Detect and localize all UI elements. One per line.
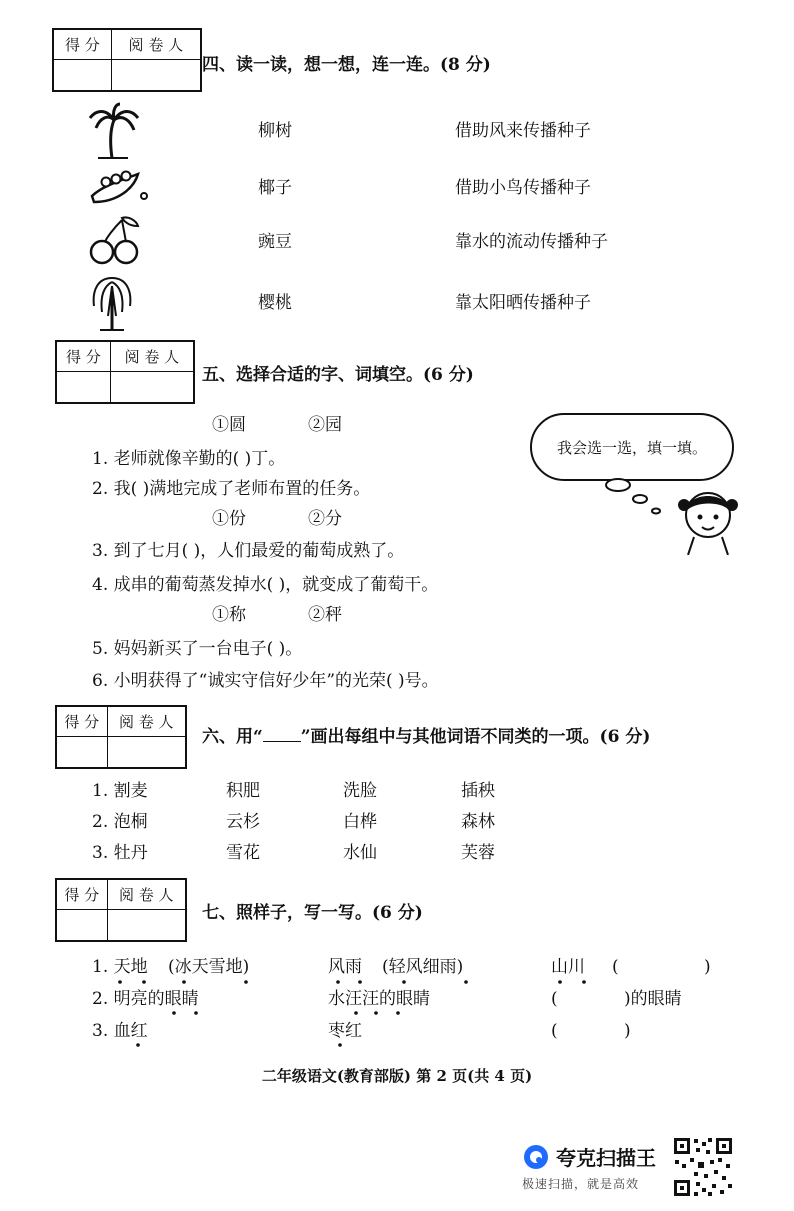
score-box-4 bbox=[52, 28, 202, 92]
s7-r2-open-paren: ( bbox=[551, 989, 558, 1009]
s7-r2-sample: 水汪汪的眼睛 bbox=[328, 989, 430, 1009]
plant-4: 樱桃 bbox=[258, 293, 292, 313]
section7-title: 七、照样子，写一写。(6 分) bbox=[202, 903, 423, 923]
s6-r2-c2[interactable]: 云杉 bbox=[226, 812, 260, 832]
method-3: 靠水的流动传播种子 bbox=[455, 232, 608, 252]
s7-r1-open-paren: ( bbox=[612, 957, 619, 977]
willow-tree-icon bbox=[88, 272, 136, 332]
qr-code-icon[interactable] bbox=[672, 1136, 734, 1198]
s6-r3-c2[interactable]: 雪花 bbox=[226, 843, 260, 863]
s7-r3-example: 3. 血红 bbox=[92, 1021, 148, 1041]
plant-2: 椰子 bbox=[258, 178, 292, 198]
question-5-5: 5. 妈妈新买了一台电子( )。 bbox=[92, 639, 303, 659]
question-5-2: 2. 我( )满地完成了老师布置的任务。 bbox=[92, 479, 371, 499]
s7-r3-close-paren: ) bbox=[624, 1021, 631, 1041]
s7-r1-example-answer: (冰天雪地) bbox=[168, 957, 250, 977]
s7-r1-task: 山川 bbox=[551, 957, 585, 977]
score-box-6 bbox=[55, 705, 187, 769]
s6-r1-c1[interactable]: 1. 割麦 bbox=[92, 781, 148, 801]
plant-1: 柳树 bbox=[258, 121, 292, 141]
scanner-watermark bbox=[522, 1142, 656, 1192]
s7-r2-suffix: )的眼睛 bbox=[624, 989, 682, 1009]
option-2-2: ②分 bbox=[308, 509, 342, 529]
s7-r1-close-paren: ) bbox=[704, 957, 711, 977]
grader-label: 阅 卷 人 bbox=[107, 879, 186, 909]
score-cell[interactable] bbox=[53, 59, 111, 91]
palm-tree-icon bbox=[88, 102, 140, 160]
option-2-1: ①份 bbox=[212, 509, 246, 529]
girl-illustration-icon bbox=[600, 475, 740, 555]
s6-r2-c4[interactable]: 森林 bbox=[461, 812, 495, 832]
score-box-5 bbox=[55, 340, 195, 404]
method-2: 借助小鸟传播种子 bbox=[455, 178, 591, 198]
s7-r1-sample: 风雨 bbox=[328, 957, 362, 977]
score-label: 得 分 bbox=[56, 341, 110, 371]
s7-r1-sample-answer: (轻风细雨) bbox=[382, 957, 464, 977]
section6-title bbox=[202, 722, 650, 747]
s7-r1-example: 1. 天地 bbox=[92, 957, 148, 977]
score-label: 得 分 bbox=[56, 706, 107, 736]
s6-r3-c1[interactable]: 3. 牡丹 bbox=[92, 843, 148, 863]
method-1: 借助风来传播种子 bbox=[455, 121, 591, 141]
section6-title-pre: 六、用“ bbox=[202, 727, 263, 747]
underline-sample bbox=[263, 727, 301, 742]
plant-3: 豌豆 bbox=[258, 232, 292, 252]
s6-r3-c3[interactable]: 水仙 bbox=[343, 843, 377, 863]
quark-logo-icon bbox=[522, 1143, 550, 1171]
question-5-1: 1. 老师就像辛勤的( )丁。 bbox=[92, 449, 286, 469]
score-label: 得 分 bbox=[56, 879, 107, 909]
s6-r1-c3[interactable]: 洗脸 bbox=[343, 781, 377, 801]
question-5-6: 6. 小明获得了“诚实守信好少年”的光荣( )号。 bbox=[92, 671, 439, 691]
page-footer: 二年级语文(教育部版) 第 2 页(共 4 页) bbox=[261, 1067, 533, 1085]
option-1-2: ②园 bbox=[308, 415, 342, 435]
cherry-icon bbox=[88, 214, 144, 266]
s7-r3-sample: 枣红 bbox=[328, 1021, 362, 1041]
question-5-4: 4. 成串的葡萄蒸发掉水( )，就变成了葡萄干。 bbox=[92, 575, 439, 595]
s6-r1-c4[interactable]: 插秧 bbox=[461, 781, 495, 801]
option-1-1: ①圆 bbox=[212, 415, 246, 435]
section5-title: 五、选择合适的字、词填空。(6 分) bbox=[202, 365, 474, 385]
pea-pod-icon bbox=[88, 168, 148, 208]
bubble-text: 我会选一选，填一填。 bbox=[556, 438, 707, 457]
thought-bubble bbox=[530, 413, 734, 481]
grader-cell[interactable] bbox=[111, 59, 201, 91]
s6-r3-c4[interactable]: 芙蓉 bbox=[461, 843, 495, 863]
section6-title-post: ”画出每组中与其他词语不同类的一项。(6 分) bbox=[300, 727, 651, 747]
section4-title: 四、读一读，想一想，连一连。(8 分) bbox=[202, 55, 491, 75]
grader-cell[interactable] bbox=[107, 736, 186, 768]
s6-r2-c1[interactable]: 2. 泡桐 bbox=[92, 812, 148, 832]
grader-label: 阅 卷 人 bbox=[111, 29, 201, 59]
score-cell[interactable] bbox=[56, 736, 107, 768]
watermark-brand: 夸克扫描王 bbox=[556, 1148, 656, 1170]
score-cell[interactable] bbox=[56, 371, 110, 403]
method-4: 靠太阳晒传播种子 bbox=[455, 293, 591, 313]
grader-label: 阅 卷 人 bbox=[107, 706, 186, 736]
option-3-1: ①称 bbox=[212, 605, 246, 625]
score-cell[interactable] bbox=[56, 909, 107, 941]
s6-r2-c3[interactable]: 白桦 bbox=[343, 812, 377, 832]
grader-cell[interactable] bbox=[110, 371, 194, 403]
score-label: 得 分 bbox=[53, 29, 111, 59]
score-box-7 bbox=[55, 878, 187, 942]
watermark-slogan: 极速扫描，就是高效 bbox=[522, 1177, 640, 1191]
s6-r1-c2[interactable]: 积肥 bbox=[226, 781, 260, 801]
grader-label: 阅 卷 人 bbox=[110, 341, 194, 371]
grader-cell[interactable] bbox=[107, 909, 186, 941]
s7-r3-open-paren: ( bbox=[551, 1021, 558, 1041]
question-5-3: 3. 到了七月( )，人们最爱的葡萄成熟了。 bbox=[92, 541, 405, 561]
option-3-2: ②秤 bbox=[308, 605, 342, 625]
s7-r2-example: 2. 明亮的眼睛 bbox=[92, 989, 199, 1009]
